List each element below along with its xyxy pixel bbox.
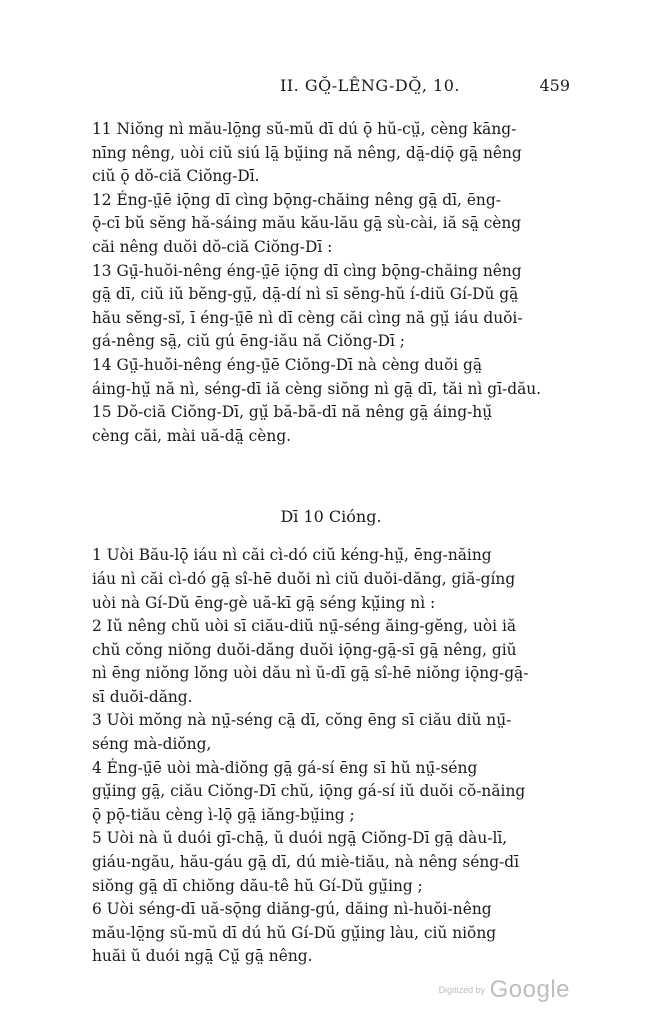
text-line: 15 Dŏ-ciă Ciŏng-Dī, gṳ̆ bă-bă-dī nă nêng gā̤ áing-hṳ̆	[92, 403, 493, 422]
text-line: 3 Uòi mŏng nà nṳ̄-séng cā̤ dī, cŏng ēng sī ciău diŭ nṳ̄-	[92, 711, 512, 730]
text-line: 2 Iŭ nêng chŭ uòi sī ciău-diŭ nṳ̄-séng ăing-gĕng, uòi iă	[92, 617, 517, 636]
text-line: 12 Éng-ṳ̄ē iǭng dī cìng bǭng-chăing nêng gā̤ dī, ēng-	[92, 190, 501, 209]
text-line: 14 Gṳ̄-huŏi-nêng éng-ṳ̄ē Ciŏng-Dī nà cèng duŏi gā̤	[92, 355, 483, 374]
verse-paragraph	[92, 401, 570, 448]
verse-paragraph	[92, 354, 570, 401]
google-logo: Google	[489, 976, 570, 1003]
verse-paragraph	[92, 118, 570, 189]
verse-paragraph	[92, 189, 570, 260]
running-header	[90, 76, 570, 100]
text-line: gā̤ dī, ciŭ iŭ bĕng-gṳ̆, dā̤-dí nì sī sĕng-hŭ í-diŭ Gí-Dŭ gā̤	[92, 285, 519, 304]
text-line: sī duŏi-dăng.	[92, 687, 193, 706]
text-line: nì ēng niŏng lŏng uòi dău nì ŭ-dī gā̤ sî-hē niŏng iǭng-gā̤-	[92, 664, 529, 683]
chapter-heading: Dī 10 Cióng.	[280, 507, 382, 527]
verses-top	[92, 118, 570, 448]
verse-paragraph	[92, 544, 570, 615]
text-line: gá-nêng sā̤, ciŭ gú ēng-iău nă Ciŏng-Dī ;	[92, 332, 405, 351]
text-line: chŭ cŏng niŏng duŏi-dăng duŏi iǭng-gā̤-sī gā̤ nêng, giŭ	[92, 640, 517, 659]
digitized-watermark	[439, 976, 570, 1004]
text-line: 13 Gṳ̄-huŏi-nêng éng-ṳ̄ē iǭng dī cìng bǭng-chăing nêng	[92, 261, 522, 280]
text-line: uòi nà Gí-Dŭ ēng-gè uă-kī gā̤ séng kṳ̆ing nì :	[92, 593, 436, 612]
verse-paragraph	[92, 827, 570, 898]
text-line: 11 Niŏng nì mău-lō̤ng sŭ-mŭ dī dú ǭ hŭ-cṳ̆, cèng kāng-	[92, 120, 517, 138]
text-line: 5 Uòi nà ŭ duói gī-chā̤, ŭ duói ngā̤ Ciŏng-Dī gā̤ dàu-lī,	[92, 829, 508, 848]
verses-bottom	[92, 544, 570, 969]
text-line: cèng căi, mài uă-dā̤ cèng.	[92, 426, 292, 445]
text-line: hău sĕng-sĭ, ī éng-ṳ̄ē nì dī cèng căi cìng nă gṳ̆ iáu duŏi-	[92, 308, 523, 327]
text-line: huăi ŭ duói ngā̤ Cṳ̆ gā̤ nêng.	[92, 947, 313, 966]
page-number: 459	[539, 76, 570, 95]
text-line: siŏng gā̤ dī chiŏng dău-tê hŭ Gí-Dŭ gṳ̆ing ;	[92, 876, 423, 895]
verse-paragraph	[92, 260, 570, 354]
text-line: 4 Éng-ṳ̄ē uòi mà-diŏng gā̤ gá-sí ēng sī hŭ nṳ̄-séng	[92, 758, 478, 777]
text-line: iáu nì căi cì-dó gā̤ sî-hē duŏi nì ciŭ duŏi-dăng, giă-gíng	[92, 569, 516, 588]
text-line: nīng nêng, uòi ciŭ siú lā̤ bṳ̆ing nă nêng, dā̤-diǭ gā̤ nêng	[92, 143, 522, 162]
text-line: ǭ pǭ-tiău cèng ì-lǭ gā̤ iăng-bṳ̆ing ;	[92, 805, 355, 824]
page-body	[92, 118, 570, 969]
verse-paragraph	[92, 615, 570, 709]
text-line: ǭ-cī bŭ sĕng hă-sáing mău kău-lău gā̤ sù-cài, iă sā̤ cèng	[92, 214, 522, 233]
text-line: 6 Uòi séng-dī uă-sǭng diăng-gú, dăing nì-huŏi-nêng	[92, 900, 492, 919]
verse-paragraph	[92, 757, 570, 828]
running-title: II. GŎ̤-LÊNG-DŎ̤, 10.	[280, 76, 460, 95]
text-line: ciŭ ǭ dŏ-ciă Ciŏng-Dī.	[92, 167, 260, 186]
text-line: giáu-ngău, hău-gáu gā̤ dī, dú miè-tiău, nà nêng séng-dī	[92, 853, 520, 872]
text-line: gṳ̆ing gā̤, ciău Ciŏng-Dī chŭ, iǭng gá-sí iŭ duŏi cŏ-năing	[92, 782, 526, 801]
text-line: căi nêng duŏi dŏ-ciă Ciŏng-Dī :	[92, 237, 333, 256]
verse-paragraph	[92, 709, 570, 756]
digitized-by-text: Digitized by	[438, 985, 486, 995]
text-line: séng mà-diŏng,	[92, 735, 212, 754]
text-line: mău-lō̤ng sŭ-mŭ dī dú hŭ Gí-Dŭ gṳ̆ing làu, ciŭ niŏng	[92, 923, 497, 942]
verse-paragraph	[92, 898, 570, 969]
text-line: 1 Uòi Bău-lǭ iáu nì căi cì-dó ciŭ kéng-hṳ̆, ēng-năing	[92, 546, 492, 565]
text-line: áing-hṳ̆ nă nì, séng-dī iă cèng siŏng nì gā̤ dī, tăi nì gī-dău.	[92, 379, 542, 398]
